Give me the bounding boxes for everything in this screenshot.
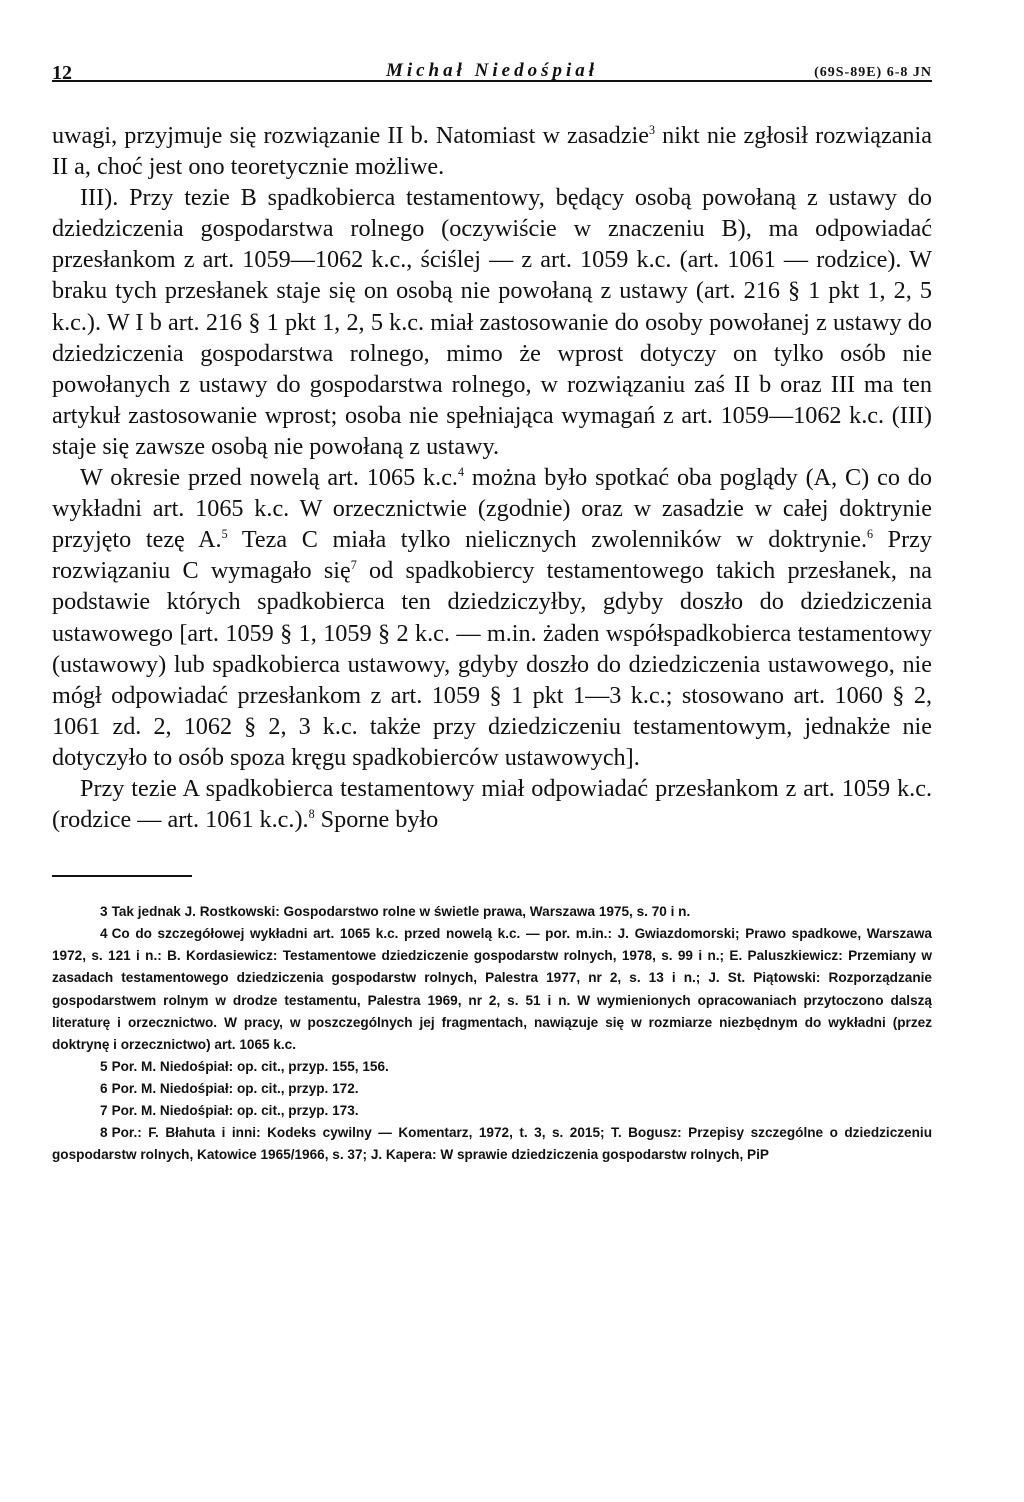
paragraph-text: W okresie przed nowelą art. 1065 k.c. <box>80 464 458 492</box>
print-signature: (69S-89E) 6-8 JN <box>814 65 932 80</box>
footnote-divider <box>52 875 192 877</box>
paragraph-text: Sporne było <box>314 806 439 834</box>
footnote-ref: 6 <box>867 527 874 542</box>
footnote-6 <box>52 1078 932 1100</box>
footnote-text: Por. M. Niedośpiał: op. cit., przyp. 172. <box>111 1080 359 1096</box>
page-number: 12 <box>52 62 72 84</box>
paragraph-text: od spadkobiercy testamentowego takich przesłanek, na podstawie których spadkobierca ten dziedziczyłby, gdyby doszło do dziedziczenia ustawowego [art. 1059 § 1, 1059 § 2 k.c. — m.in. żaden współspadkobierca testamentowy (ustawowy) lub spadkobierca ustawowy, gdyby doszło do dziedziczenia ustawowego, nie mógł odpowiadać przesłankom z art. 1059 § 1 pkt 1—3 k.c.; stosowano art. 1060 § 2, 1061 zd. 2, 1062 § 2, 3 k.c. także przy dziedziczeniu testamentowym, jednakże nie dotyczyło to osób spoza kręgu spadkobierców ustawowych]. <box>52 557 932 771</box>
footnote-ref: 8 <box>308 807 315 821</box>
paragraph-text: Teza C miała tylko nielicznych zwolenników w doktrynie. <box>227 526 867 554</box>
footnote-5 <box>52 1056 932 1078</box>
paragraph-1 <box>52 120 932 182</box>
paragraph-3 <box>52 462 932 773</box>
footnote-text: Por. M. Niedośpiał: op. cit., przyp. 173. <box>111 1103 359 1118</box>
footnote-ref: 5 <box>221 527 228 542</box>
footnote-3 <box>52 901 932 923</box>
footnotes <box>52 901 932 1166</box>
footnote-7 <box>52 1100 932 1122</box>
body-text <box>52 120 932 835</box>
footnote-number: 3 <box>100 904 108 920</box>
footnote-4 <box>52 923 932 1056</box>
paragraph-text: Przy rozwiązaniu C wymagało się <box>52 526 932 585</box>
paragraph-text: nikt nie zgłosił rozwiązania II a, choć jest ono teoretycznie możliwe. <box>52 122 932 181</box>
footnote-text: Por.: F. Błahuta i inni: Kodeks cywilny — Komentarz, 1972, t. 3, s. 2015; T. Bogusz: Przepisy szczególne o dziedziczeniu gospodarstw rolnych, Katowice 1965/1966, s. 37; J. Kapera: W sprawie dziedziczenia gospodarstw rolnych, PiP <box>52 1125 932 1163</box>
paragraph-text: Przy tezie A spadkobierca testamentowy miał odpowiadać przesłankom z art. 1059 k.c. (rodzice — art. 1061 k.c.). <box>52 774 932 834</box>
paragraph-4 <box>52 773 932 835</box>
footnote-ref: 3 <box>648 122 655 137</box>
document-page <box>52 40 932 1480</box>
running-title: Michał Niedośpiał <box>385 60 599 81</box>
footnote-ref: 7 <box>350 558 357 573</box>
footnote-number: 4 <box>100 926 108 942</box>
footnote-8 <box>52 1122 932 1166</box>
footnote-ref: 4 <box>457 464 465 479</box>
footnote-text: Por. M. Niedośpiał: op. cit., przyp. 155, 156. <box>111 1058 389 1074</box>
paragraph-text: III). Przy tezie B spadkobierca testamentowy, będący osobą powołaną z ustawy do dziedziczenia gospodarstwa rolnego (oczywiście w znaczeniu B), ma odpowiadać przesłankom z art. 1059—1062 k.c., ściślej — z art. 1059 k.c. (art. 1061 — rodzice). W braku tych przesłanek staje się on osobą nie powołaną z ustawy (art. 216 § 1 pkt 1, 2, 5 k.c.). W I b art. 216 § 1 pkt 1, 2, 5 k.c. miał zastosowanie do osoby powołanej z ustawy do dziedziczenia gospodarstwa rolnego, mimo że wprost dotyczy on tylko osób nie powołanych z ustawy do gospodarstwa rolnego, w rozwiązaniu zaś II b oraz III ma ten artykuł zastosowanie wprost; osoba nie spełniająca wymagań z art. 1059—1062 k.c. (III) staje się zawsze osobą nie powołaną z ustawy. <box>52 184 932 460</box>
footnote-number: 6 <box>100 1080 108 1096</box>
footnote-text: Tak jednak J. Rostkowski: Gospodarstwo rolne w świetle prawa, Warszawa 1975, s. 70 i n. <box>111 904 691 920</box>
paragraph-text: uwagi, przyjmuje się rozwiązanie II b. Natomiast w zasadzie <box>52 122 649 149</box>
footnote-number: 8 <box>100 1125 108 1141</box>
paragraph-text: można było spotkać oba poglądy (A, C) co do wykładni art. 1065 k.c. W orzecznictwie (zgodnie) oraz w zasadzie w całej doktrynie przyjęto tezę A. <box>52 464 932 554</box>
footnote-number: 5 <box>100 1058 108 1074</box>
footnote-text: Co do szczegółowej wykładni art. 1065 k.c. przed nowelą k.c. — por. m.in.: J. Gwiazdomorski; Prawo spadkowe, Warszawa 1972, s. 121 i n.: B. Kordasiewicz: Testamentowe dziedziczenie gospodarstw rolnych, 1978, s. 99 i n.; E. Paluszkiewicz: Przemiany w zasadach testamentowego dziedziczenia gospodarstw rolnych, Palestra 1977, nr 2, s. 13 i n.; J. St. Piątowski: Rozporządzanie gospodarstwem rolnym w drodze testamentu, Palestra 1969, nr 2, s. 51 i n. W wymienionych opracowaniach przytoczono dalszą literaturę i orzecznictwo. W pracy, w poszczególnych jej fragmentach, nawiązuje się w rozmiarze niezbędnym do wykładni (przez doktrynę i orzecznictwo) art. 1065 k.c. <box>52 926 932 1052</box>
footnote-number: 7 <box>100 1103 108 1118</box>
running-header <box>52 40 932 82</box>
paragraph-2 <box>52 182 932 462</box>
